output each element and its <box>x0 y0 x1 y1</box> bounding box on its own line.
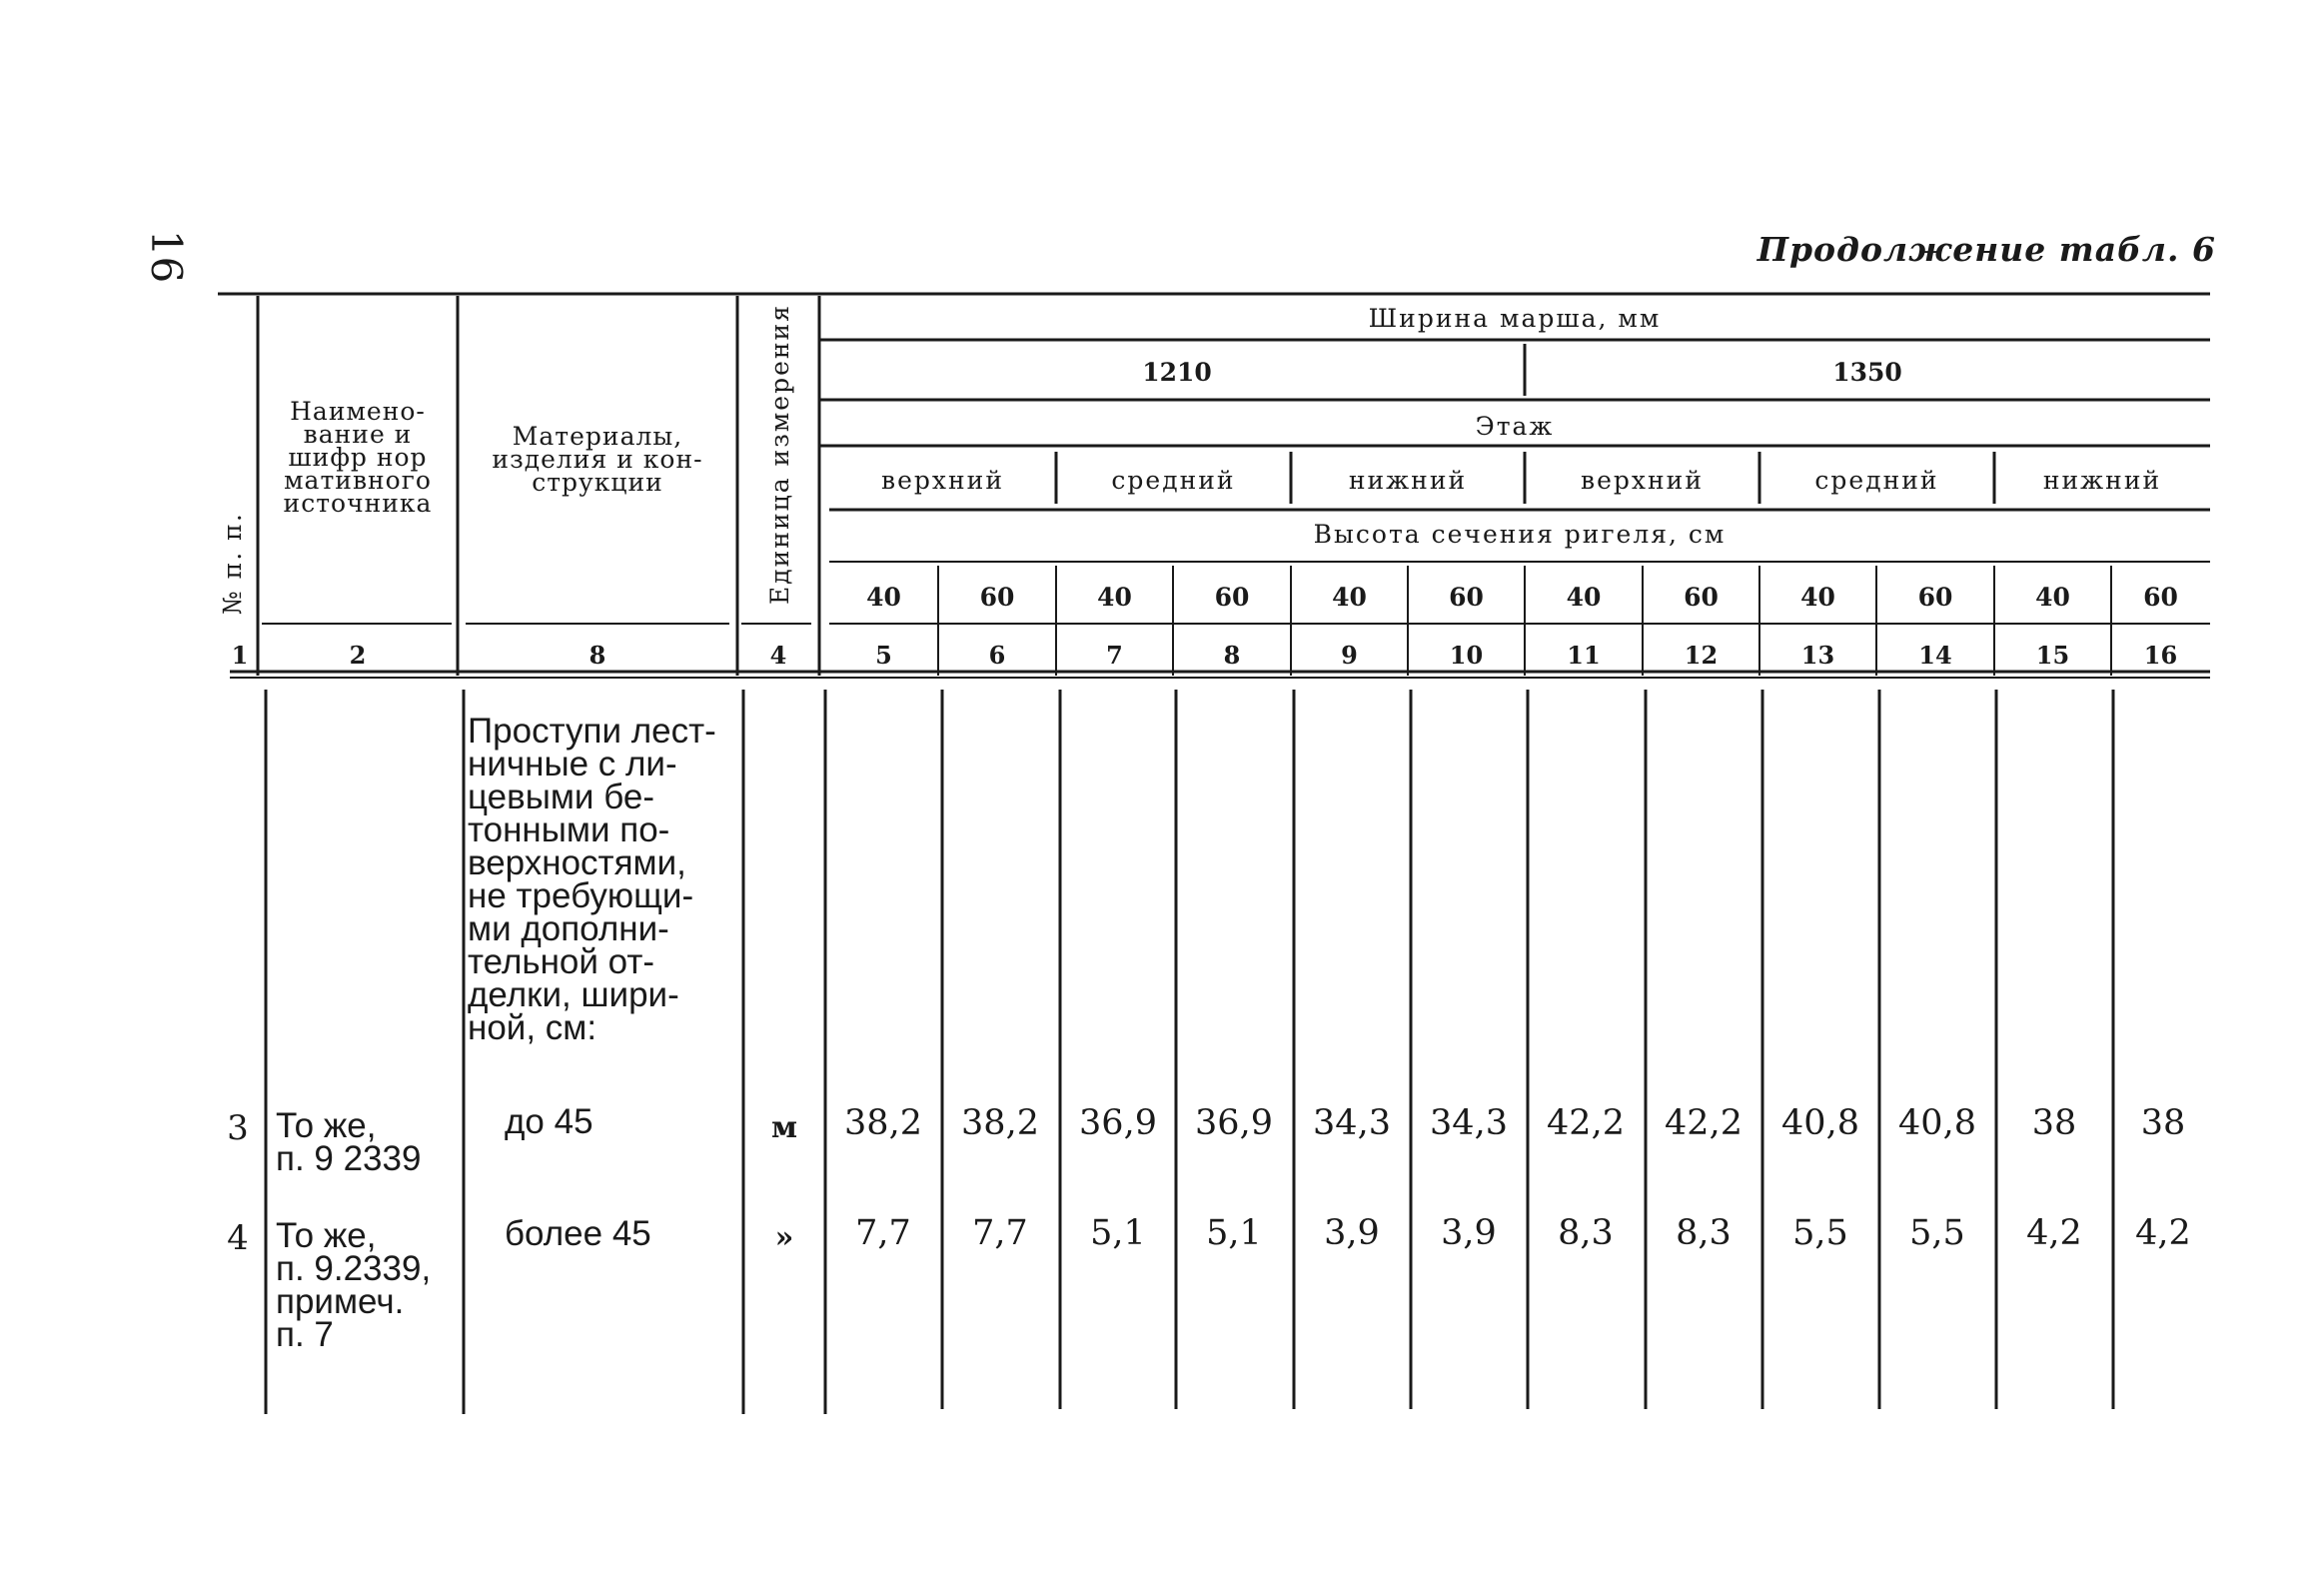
value-cell: 38 <box>2031 1103 2077 1143</box>
header-floor-4: верхний <box>1581 466 1704 495</box>
column-number: 6 <box>988 641 1006 670</box>
value-cell: 3,9 <box>1441 1213 1497 1253</box>
value-cell: 34,3 <box>1430 1103 1508 1143</box>
header-floor-3: нижний <box>1348 466 1468 495</box>
row-number: 3 <box>227 1108 249 1148</box>
header-width-title: Ширина марша, мм <box>1368 304 1662 333</box>
value-cell: 5,5 <box>1909 1213 1965 1253</box>
row-material: до 45 <box>505 1102 593 1141</box>
column-number: 13 <box>1800 641 1835 670</box>
column-number: 1 <box>231 641 249 670</box>
column-number: 14 <box>1918 641 1952 670</box>
header-height: 40 <box>1332 583 1367 612</box>
value-cell: 8,3 <box>1676 1213 1732 1253</box>
header-height: 60 <box>2143 583 2178 612</box>
column-number: 5 <box>875 641 892 670</box>
header-height: 40 <box>1097 583 1132 612</box>
header-materials: Материалы, изделия и кон- струкции <box>492 422 703 497</box>
value-cell: 5,5 <box>1792 1213 1848 1253</box>
value-cell: 40,8 <box>1898 1103 1976 1143</box>
header-height: 40 <box>2035 583 2070 612</box>
column-number: 9 <box>1341 641 1358 670</box>
value-cell: 36,9 <box>1079 1103 1157 1143</box>
value-cell: 5,1 <box>1206 1213 1262 1253</box>
row-unit: м <box>770 1110 798 1145</box>
header-floor-1: верхний <box>881 466 1004 495</box>
header-height: 60 <box>1684 583 1719 612</box>
value-cell: 8,3 <box>1558 1213 1614 1253</box>
column-number: 2 <box>349 641 367 670</box>
value-cell: 38,2 <box>844 1103 922 1143</box>
header-floor-title: Этаж <box>1475 412 1555 441</box>
column-number: 8 <box>588 641 606 670</box>
header-floor-6: нижний <box>2042 466 2162 495</box>
header-height-title: Высота сечения ригеля, см <box>1313 520 1727 549</box>
intro-material-text: Проступи лест- ничные с ли- цевыми бе- тонными по- верхностями, не требующи- ми дополни- тельной от- делки, шири- ной, см: <box>468 712 716 1047</box>
column-number: 8 <box>1223 641 1241 670</box>
header-height: 40 <box>1800 583 1835 612</box>
value-cell: 38,2 <box>961 1103 1039 1143</box>
column-number: 15 <box>2035 641 2070 670</box>
column-number: 12 <box>1684 641 1719 670</box>
header-source: Наимено- вание и шифр нор мативного источника <box>283 397 433 518</box>
row-material: более 45 <box>505 1214 651 1253</box>
value-cell: 7,7 <box>855 1213 911 1253</box>
row-number: 4 <box>227 1218 249 1258</box>
value-cell: 42,2 <box>1547 1103 1625 1143</box>
header-height: 60 <box>979 583 1015 612</box>
header-floor-5: средний <box>1814 466 1939 495</box>
header-height: 60 <box>1449 583 1484 612</box>
value-cell: 38 <box>2140 1103 2186 1143</box>
header-height: 40 <box>1566 583 1602 612</box>
page-number: 16 <box>142 229 192 284</box>
value-cell: 34,3 <box>1313 1103 1391 1143</box>
column-number: 4 <box>769 641 787 670</box>
row-source: То же, п. 9.2339, примеч. п. 7 <box>276 1216 432 1354</box>
column-number: 10 <box>1449 641 1484 670</box>
column-number: 16 <box>2143 641 2178 670</box>
row-unit: » <box>774 1220 794 1255</box>
header-width-1350: 1350 <box>1832 358 1902 387</box>
column-number: 11 <box>1567 641 1601 670</box>
header-height: 60 <box>1214 583 1250 612</box>
header-height: 40 <box>866 583 901 612</box>
row-source: То же, п. 9 2339 <box>276 1106 422 1178</box>
column-number: 7 <box>1106 641 1123 670</box>
value-cell: 5,1 <box>1090 1213 1146 1253</box>
value-cell: 4,2 <box>2135 1213 2191 1253</box>
value-cell: 42,2 <box>1665 1103 1743 1143</box>
header-height: 60 <box>1917 583 1953 612</box>
value-cell: 4,2 <box>2026 1213 2082 1253</box>
header-floor-2: средний <box>1111 466 1236 495</box>
header-unit: Единица измерения <box>765 304 794 605</box>
value-cell: 7,7 <box>972 1213 1028 1253</box>
value-cell: 36,9 <box>1195 1103 1273 1143</box>
header-row-number: № п. п. <box>218 512 247 615</box>
value-cell: 40,8 <box>1781 1103 1859 1143</box>
table-caption: Продолжение табл. 6 <box>1756 230 2216 269</box>
header-width-1210: 1210 <box>1142 358 1212 387</box>
value-cell: 3,9 <box>1324 1213 1380 1253</box>
